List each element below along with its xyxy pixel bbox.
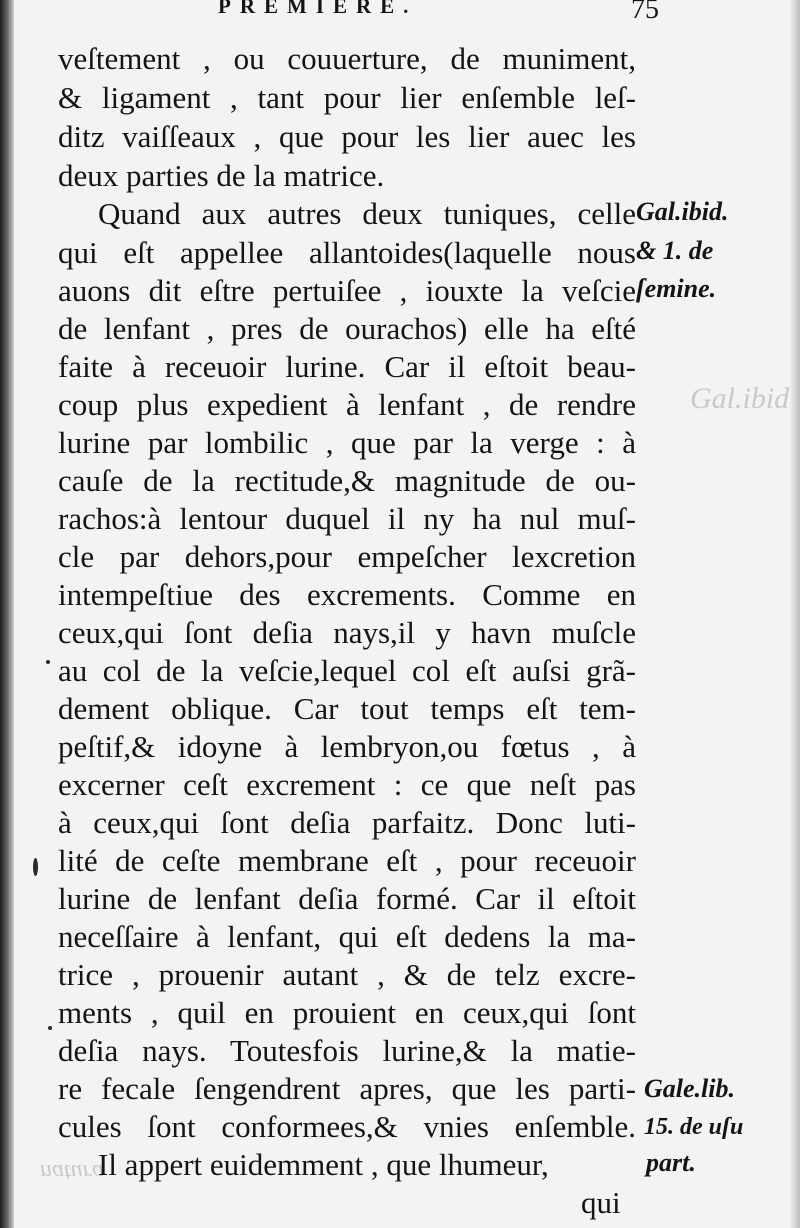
running-head: PREMIERE. <box>218 0 418 18</box>
text-line: deux parties de la matrice. <box>58 158 385 193</box>
text-line: cauſe de la rectitude,& magnitude de ou- <box>58 463 636 498</box>
text-line: rachos:à lentour duquel il ny ha nul muſ- <box>58 501 636 536</box>
text-line: ments , quil en prouient en ceux,qui ſont <box>58 995 636 1030</box>
text-line: veſtement , ou couuerture, de muniment, <box>58 41 636 76</box>
marginal-note-line: 15. de uſu <box>644 1114 744 1140</box>
text-line: au col de la veſcie,lequel col eſt auſsi grã- <box>58 653 636 688</box>
page-gutter-shadow <box>0 0 14 1228</box>
text-line: excerner ceſt excrement : ce que neſt pas <box>58 767 636 802</box>
text-line: faite à receuoir lurine. Car il eſtoit beau- <box>58 349 636 384</box>
marginal-note-line: & 1. de <box>636 236 714 265</box>
text-line: dement oblique. Car tout temps eſt tem- <box>58 691 636 726</box>
ink-speck <box>46 660 50 664</box>
text-line: ditz vaiſſeaux , que pour les lier auec les <box>58 119 636 154</box>
marginal-note-line: Gal.ibid. <box>636 197 729 226</box>
marginal-note-line: Gale.lib. <box>644 1074 735 1103</box>
marginal-note-line: part. <box>646 1148 696 1177</box>
text-line: trice , prouenir autant , & de telz excre- <box>58 957 636 992</box>
text-line: re fecale ſengendrent apres, que les parti- <box>58 1071 636 1106</box>
ink-speck <box>33 858 38 876</box>
text-line: cle par dehors,pour empeſcher lexcretion <box>58 539 636 574</box>
text-line: Il appert euidemment , que lhumeur, <box>98 1147 549 1182</box>
ink-speck <box>48 1026 52 1030</box>
catchword: qui <box>581 1185 621 1220</box>
text-line: & ligament , tant pour lier enſemble leſ- <box>58 80 636 115</box>
show-through-text: Gal.ibid <box>690 382 790 415</box>
text-line: lurine par lombilic , que par la verge : à <box>58 425 636 460</box>
text-line: à ceux,qui ſont deſia parfaitz. Donc luti- <box>58 805 636 840</box>
text-line: peſtif,& idoyne à lembryon,ou fœtus , à <box>58 729 636 764</box>
text-line: lité de ceſte membrane eſt , pour receuoir <box>58 843 636 878</box>
show-through-text: natura <box>40 1159 105 1185</box>
text-line: intempeſtiue des excrements. Comme en <box>58 577 636 612</box>
page-number: 75 <box>631 0 659 25</box>
text-line: ceux,qui ſont deſia nays,il y havn muſcle <box>58 615 636 650</box>
text-line: Quand aux autres deux tuniques, celle <box>98 196 636 231</box>
text-line: qui eſt appellee allantoides(laquelle nous <box>58 235 636 270</box>
text-line: neceſſaire à lenfant, qui eſt dedens la ma- <box>58 919 636 954</box>
text-line: coup plus expedient à lenfant , de rendre <box>58 387 636 422</box>
text-line: de lenfant , pres de ourachos) elle ha eſté <box>58 311 636 346</box>
text-line: cules ſont conformees,& vnies enſemble. <box>58 1109 636 1144</box>
marginal-note-line: ſemine. <box>636 274 717 303</box>
text-line: deſia nays. Toutesfois lurine,& la matie- <box>58 1033 636 1068</box>
page-edge <box>790 0 800 1228</box>
text-line: lurine de lenfant deſia formé. Car il eſtoit <box>58 881 636 916</box>
text-line: auons dit eſtre pertuiſee , iouxte la veſcie <box>58 273 636 308</box>
